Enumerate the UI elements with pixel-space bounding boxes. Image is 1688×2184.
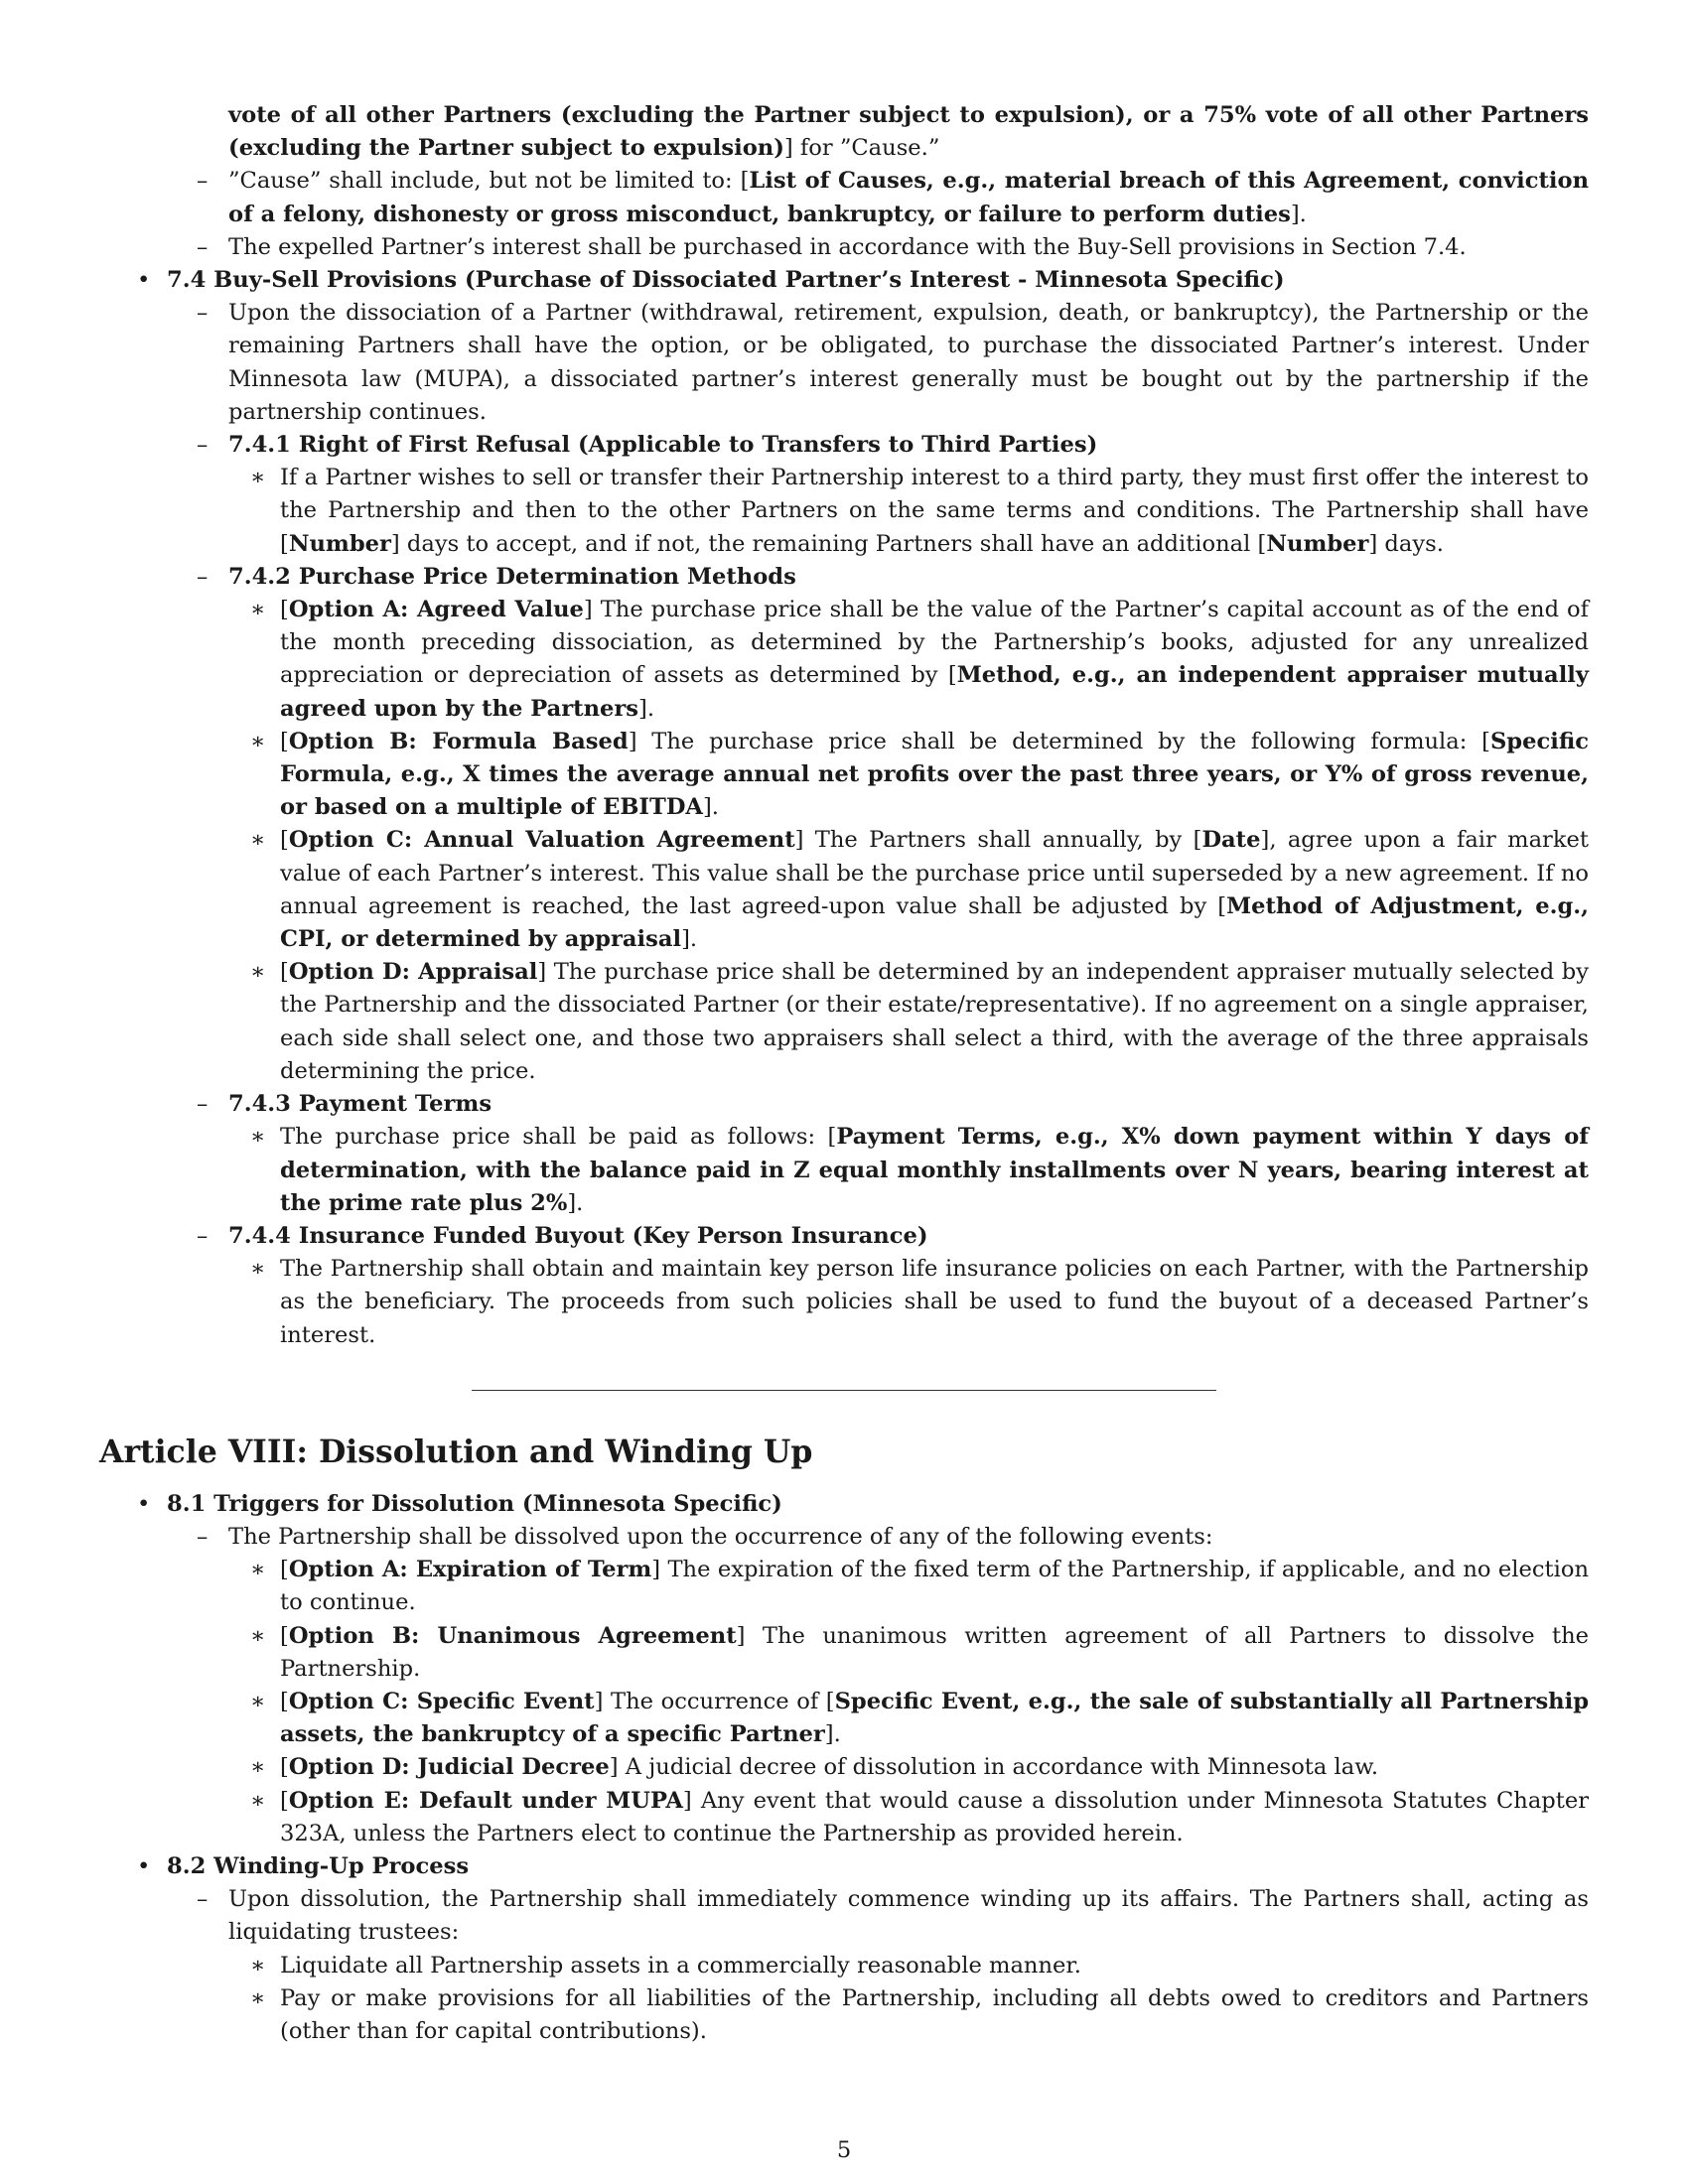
list-item: – The Partnership shall be dissolved upon the occurrence of any of the following events:: [99, 1521, 1589, 1554]
list-item: ∗ [Option E: Default under MUPA] Any event that would cause a dissolution under Minnesota Statutes Chapter 323A, unless the Partners elect to continue the Partnership as provided herein.: [99, 1785, 1589, 1850]
bullet-marker: •: [137, 1852, 151, 1879]
asterisk-marker: ∗: [250, 1622, 266, 1649]
asterisk-marker: ∗: [250, 1754, 266, 1781]
expulsion-vote-text: vote of all other Partners (excluding the Partner subject to expulsion), or a 75% vote of all other Partners (excluding the Partner subject to expulsion): [228, 102, 1589, 162]
section-8-1-heading: • 8.1 Triggers for Dissolution (Minnesota Specific): [99, 1488, 1589, 1521]
list-item: ∗ If a Partner wishes to sell or transfer their Partnership interest to a third party, they must first offer the interest to the Partnership and then to the other Partners on the same terms and conditions. The Partnership shall have [Number] days to accept, and if not, the remaining Partners shall have an additional [Number] days.: [99, 462, 1589, 561]
list-item: – Upon dissolution, the Partnership shall immediately commence winding up its affairs. The Partners shall, acting as liquidating trustees:: [99, 1883, 1589, 1949]
dash-marker: –: [197, 300, 209, 327]
bullet-marker: •: [137, 1490, 151, 1517]
dash-marker: –: [197, 168, 209, 195]
list-item: ∗ [Option D: Judicial Decree] A judicial decree of dissolution in accordance with Minnesota law.: [99, 1751, 1589, 1784]
asterisk-marker: ∗: [250, 827, 266, 854]
asterisk-marker: ∗: [250, 728, 266, 754]
asterisk-marker: ∗: [250, 1984, 266, 2011]
asterisk-marker: ∗: [250, 1256, 266, 1283]
cause-placeholder: List of Causes, e.g., material breach of this Agreement, conviction of a felony, dishonesty or gross misconduct, bankruptcy, or failure to perform duties: [228, 168, 1589, 227]
list-item: ∗ The Partnership shall obtain and maintain key person life insurance policies on each Partner, with the Partnership as the beneficiary. The proceeds from such policies shall be used to fund the buyout of a deceased Partner’s interest.: [99, 1253, 1589, 1352]
dash-marker: –: [197, 432, 209, 459]
list-item: ∗ The purchase price shall be paid as follows: [Payment Terms, e.g., X% down payment within Y days of determination, with the balance paid in Z equal monthly installments over N years, bearing interest at the prime rate plus 2%].: [99, 1121, 1589, 1220]
list-item: ∗ [Option D: Appraisal] The purchase price shall be determined by an independent appraiser mutually selected by the Partnership and the dissociated Partner (or their estate/representative). If no agreement on a single appraiser, each side shall select one, and those two appraisers shall select a third, with the average of the three appraisals determining the price.: [99, 956, 1589, 1088]
asterisk-marker: ∗: [250, 465, 266, 491]
list-item: ∗ [Option B: Formula Based] The purchase price shall be determined by the following formula: [Specific Formula, e.g., X times the average annual net profits over the past three years, or Y% of gross revenue, or based on a multiple of EBITDA].: [99, 726, 1589, 825]
section-7-4-4-heading: – 7.4.4 Insurance Funded Buyout (Key Person Insurance): [99, 1220, 1589, 1253]
list-item: ∗ [Option A: Expiration of Term] The expiration of the fixed term of the Partnership, if applicable, and no election to continue.: [99, 1554, 1589, 1619]
asterisk-marker: ∗: [250, 1124, 266, 1151]
page-number: 5: [836, 2137, 852, 2163]
section-7-4-2-heading: – 7.4.2 Purchase Price Determination Methods: [99, 561, 1589, 594]
dash-marker: –: [197, 1886, 209, 1913]
asterisk-marker: ∗: [250, 1952, 266, 1979]
list-item: ∗ [Option C: Annual Valuation Agreement] The Partners shall annually, by [Date], agree upon a fair market value of each Partner’s interest. This value shall be the purchase price until superseded by a new agreement. If no annual agreement is reached, the last agreed-upon value shall be adjusted by [Method of Adjustment, e.g., CPI, or determined by appraisal].: [99, 824, 1589, 956]
asterisk-marker: ∗: [250, 1688, 266, 1714]
asterisk-marker: ∗: [250, 1557, 266, 1583]
dash-marker: –: [197, 1091, 209, 1118]
article-8-title: Article VIII: Dissolution and Winding Up: [99, 1433, 813, 1470]
list-item: – Upon the dissociation of a Partner (withdrawal, retirement, expulsion, death, or bankruptcy), the Partnership or the remaining Partners shall have the option, or be obligated, to purchase the dissociated Partner’s interest. Under Minnesota law (MUPA), a dissociated partner’s interest generally must be bought out by the partnership if the partnership continues.: [99, 297, 1589, 429]
asterisk-marker: ∗: [250, 959, 266, 986]
asterisk-marker: ∗: [250, 1787, 266, 1814]
section-divider: [472, 1390, 1216, 1391]
list-item: ∗ [Option C: Specific Event] The occurrence of [Specific Event, e.g., the sale of substantially all Partnership assets, the bankruptcy of a specific Partner].: [99, 1686, 1589, 1751]
bullet-marker: •: [137, 267, 151, 294]
list-item: – The expelled Partner’s interest shall be purchased in accordance with the Buy-Sell provisions in Section 7.4.: [99, 231, 1589, 264]
list-item: ∗ [Option B: Unanimous Agreement] The unanimous written agreement of all Partners to dissolve the Partnership.: [99, 1620, 1589, 1686]
dash-marker: –: [197, 1222, 209, 1249]
expulsion-vote-tail: ] for ”Cause.”: [783, 135, 940, 162]
list-item: – ”Cause” shall include, but not be limited to: [List of Causes, e.g., material breach of this Agreement, conviction of a felony, dishonesty or gross misconduct, bankruptcy, or failure to perform duties].: [99, 165, 1589, 230]
section-7-4-3-heading: – 7.4.3 Payment Terms: [99, 1088, 1589, 1121]
dash-marker: –: [197, 1523, 209, 1550]
dash-marker: –: [197, 563, 209, 590]
section-7-4-heading: • 7.4 Buy-Sell Provisions (Purchase of Dissociated Partner’s Interest - Minnesota Specific): [99, 264, 1589, 297]
page-content: [99, 99, 1589, 2048]
list-item: ∗ [Option A: Agreed Value] The purchase price shall be the value of the Partner’s capital account as of the end of the month preceding dissociation, as determined by the Partnership’s books, adjusted for any unrealized appreciation or depreciation of assets as determined by [Method, e.g., an independent appraiser mutually agreed upon by the Partners].: [99, 594, 1589, 726]
expulsion-vote-continuation: [99, 99, 1589, 165]
section-7-4-1-heading: – 7.4.1 Right of First Refusal (Applicable to Transfers to Third Parties): [99, 429, 1589, 462]
list-item: ∗ Liquidate all Partnership assets in a commercially reasonable manner.: [99, 1950, 1589, 1982]
section-8-2-heading: • 8.2 Winding-Up Process: [99, 1850, 1589, 1883]
asterisk-marker: ∗: [250, 597, 266, 623]
list-item: ∗ Pay or make provisions for all liabilities of the Partnership, including all debts owed to creditors and Partners (other than for capital contributions).: [99, 1982, 1589, 2048]
dash-marker: –: [197, 233, 209, 260]
